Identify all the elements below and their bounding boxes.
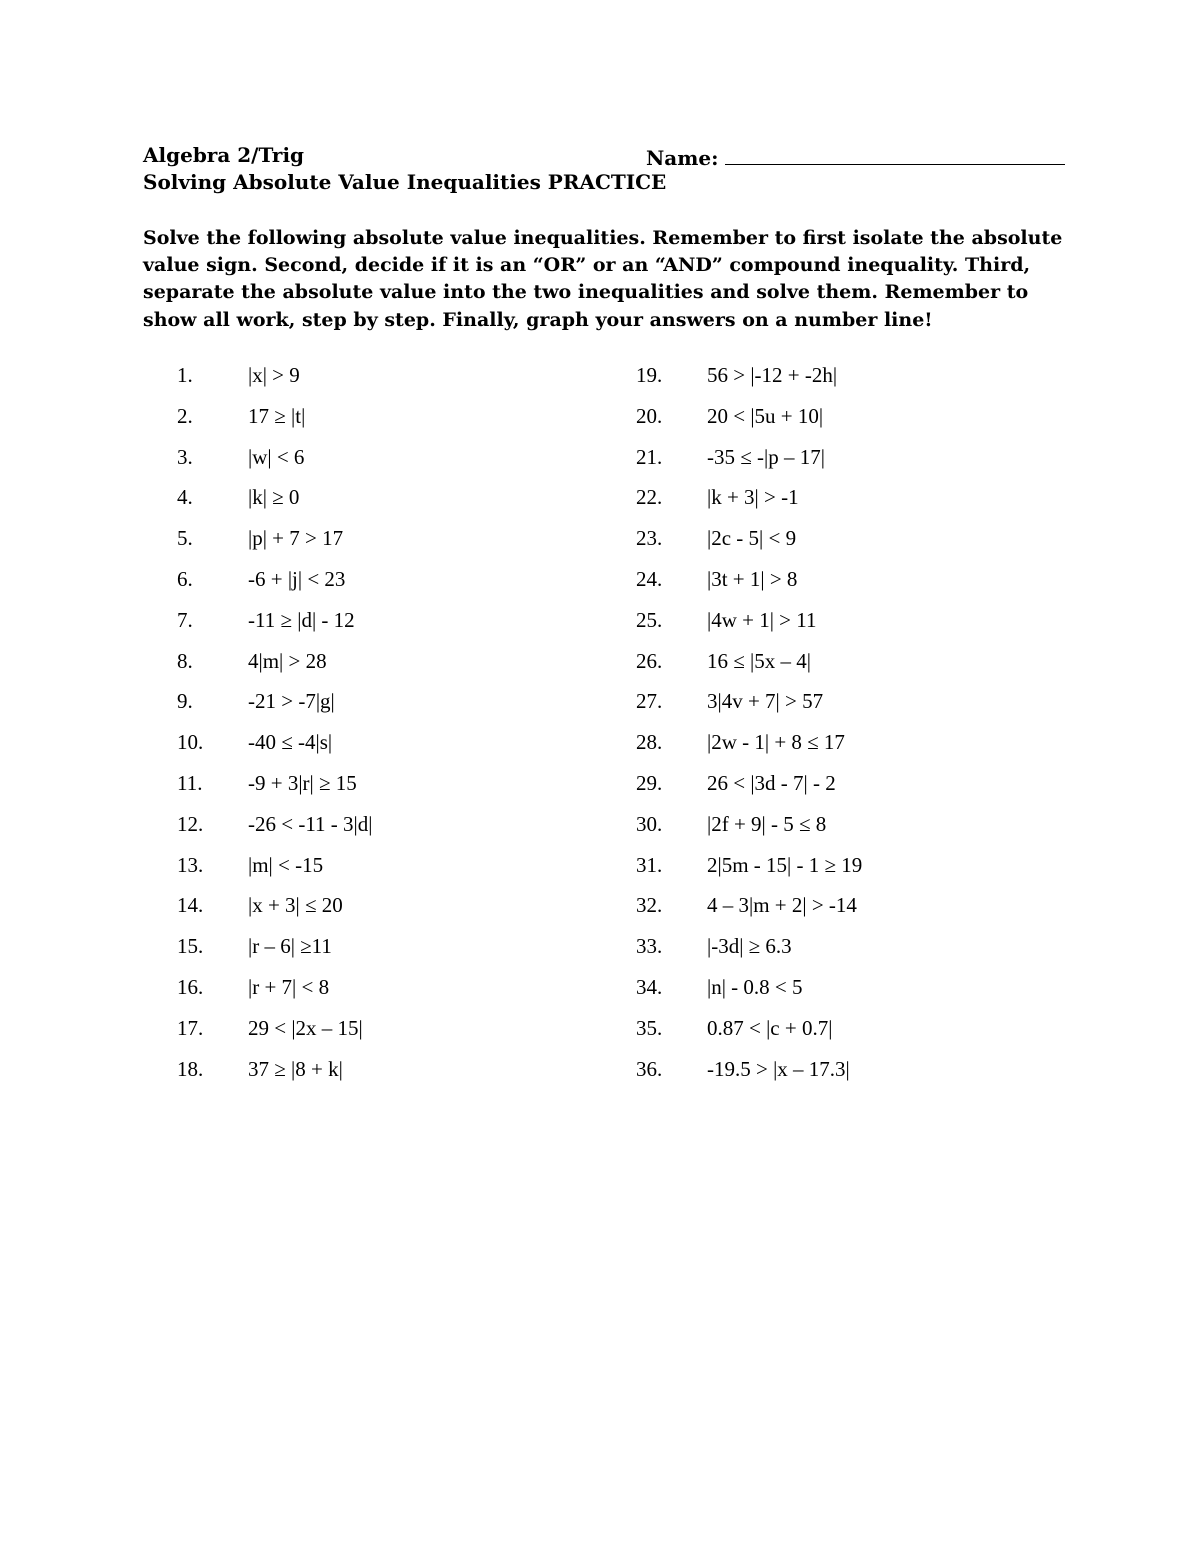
problem-expression: 37 ≥ |8 + k|: [248, 1056, 343, 1081]
problem-number: 27.: [636, 689, 663, 714]
name-field: [646, 142, 1065, 172]
name-blank-line[interactable]: [725, 142, 1065, 165]
problem-number: 18.: [177, 1056, 204, 1081]
problem-expression: |x| > 9: [248, 363, 300, 387]
problem-expression: |2c - 5| < 9: [707, 526, 797, 551]
problem-number: 20.: [636, 403, 663, 428]
instructions: Solve the following absolute value inequalities. Remember to first isolate the absolute value sign. Second, decide if it is an “OR” or an “AND” compound inequality. Third, separate the absolute value into the two inequalities and solve them. Remember to show all work, step by step. Finally, graph your answers on a number line!: [143, 227, 1063, 331]
problem-number: 23.: [636, 526, 663, 551]
problem-expression: 0.87 < |c + 0.7|: [707, 1015, 833, 1040]
problem-number: 4.: [177, 485, 193, 510]
problem-number: 13.: [177, 852, 204, 877]
problem-number: 6.: [177, 567, 193, 591]
problem-number: 31.: [636, 852, 663, 877]
problem-expression: -40 ≤ -4|s|: [248, 730, 333, 755]
problem-number: 19.: [636, 363, 663, 387]
problem-expression: -26 < -11 - 3|d|: [248, 811, 373, 836]
problem-number: 33.: [636, 934, 663, 959]
problem-number: 35.: [636, 1015, 663, 1040]
problem-number: 24.: [636, 567, 663, 591]
problem-expression: 20 < |5u + 10|: [707, 403, 824, 428]
problem-number: 26.: [636, 648, 663, 673]
problem-number: 21.: [636, 444, 663, 469]
problem-expression: -11 ≥ |d| - 12: [248, 607, 355, 632]
problem-number: 25.: [636, 607, 663, 632]
problem-expression: -21 > -7|g|: [248, 689, 335, 714]
problem-number: 36.: [636, 1056, 663, 1081]
problem-expression: 4 – 3|m + 2| > -14: [707, 893, 857, 918]
problem-number: 16.: [177, 975, 204, 999]
problem-expression: 3|4v + 7| > 57: [707, 689, 824, 714]
problem-expression: 2|5m - 15| - 1 ≥ 19: [707, 852, 863, 877]
problem-expression: |-3d| ≥ 6.3: [707, 934, 792, 959]
problem-number: 11.: [177, 771, 203, 795]
problem-expression: -35 ≤ -|p – 17|: [707, 444, 825, 469]
problem-expression: 26 < |3d - 7| - 2: [707, 771, 836, 795]
problem-expression: 17 ≥ |t|: [248, 403, 306, 428]
problem-expression: -19.5 > |x – 17.3|: [707, 1056, 850, 1081]
problem-number: 15.: [177, 934, 204, 959]
problem-number: 2.: [177, 403, 193, 428]
problem-expression: |4w + 1| > 11: [707, 607, 817, 632]
problem-number: 29.: [636, 771, 663, 795]
problem-number: 7.: [177, 607, 193, 632]
name-label: Name:: [646, 146, 719, 170]
problem-expression: |3t + 1| > 8: [707, 567, 798, 591]
problem-expression: |r + 7| < 8: [248, 975, 330, 999]
problem-expression: -6 + |j| < 23: [248, 567, 346, 591]
problem-expression: |w| < 6: [248, 444, 305, 469]
problem-expression: -9 + 3|r| ≥ 15: [248, 771, 357, 795]
problem-number: 10.: [177, 730, 204, 755]
problem-number: 34.: [636, 975, 663, 999]
problem-expression: 29 < |2x – 15|: [248, 1015, 363, 1040]
problem-number: 17.: [177, 1015, 204, 1040]
problem-expression: 56 > |-12 + -2h|: [707, 363, 838, 387]
problem-expression: |k| ≥ 0: [248, 485, 300, 510]
worksheet-title: Solving Absolute Value Inequalities PRACTICE: [143, 170, 667, 194]
problem-expression: |p| + 7 > 17: [248, 526, 344, 551]
problem-number: 1.: [177, 363, 193, 387]
problem-number: 12.: [177, 811, 204, 836]
problem-expression: |k + 3| > -1: [707, 485, 799, 510]
problem-expression: |n| - 0.8 < 5: [707, 975, 803, 999]
problem-expression: |m| < -15: [248, 852, 324, 877]
problem-number: 9.: [177, 689, 193, 714]
problem-expression: |x + 3| ≤ 20: [248, 893, 343, 918]
problem-expression: |r – 6| ≥11: [248, 934, 332, 959]
header-left: [143, 142, 666, 196]
problem-number: 30.: [636, 811, 663, 836]
problem-number: 8.: [177, 648, 193, 673]
problem-number: 14.: [177, 893, 204, 918]
problem-expression: |2f + 9| - 5 ≤ 8: [707, 811, 827, 836]
problem-number: 5.: [177, 526, 193, 551]
course-title: Algebra 2/Trig: [143, 143, 305, 167]
problem-expression: |2w - 1| + 8 ≤ 17: [707, 730, 845, 755]
problem-number: 32.: [636, 893, 663, 918]
problem-number: 28.: [636, 730, 663, 755]
problem-number: 22.: [636, 485, 663, 510]
problem-expression: 16 ≤ |5x – 4|: [707, 648, 811, 673]
problem-number: 3.: [177, 444, 193, 469]
problem-expression: 4|m| > 28: [248, 648, 327, 673]
